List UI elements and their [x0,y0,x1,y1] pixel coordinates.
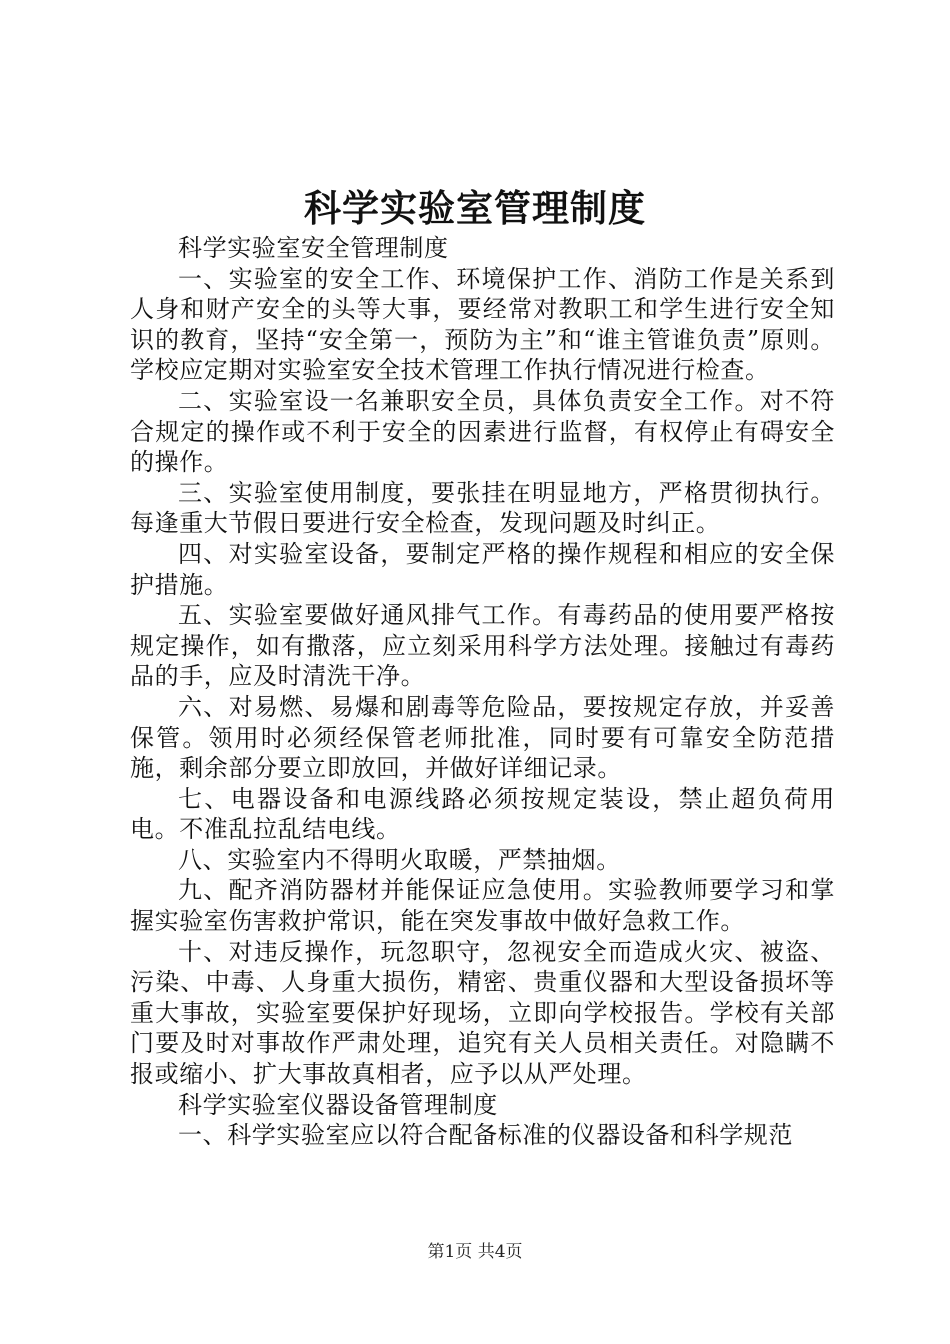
paragraph-safety-3: 三、实验室使用制度，要张挂在明显地方，严格贯彻执行。每逢重大节假日要进行安全检查，发现问题及时纠正。 [130,478,835,538]
paragraph-safety-8: 八、实验室内不得明火取暖，严禁抽烟。 [178,845,621,874]
paragraph-safety-6: 六、对易燃、易爆和剧毒等危险品，要按规定存放，并妥善保管。领用时必须经保管老师批准，同时要有可靠安全防范措施，剩余部分要立即放回，并做好详细记录。 [130,692,835,783]
paragraph-safety-4: 四、对实验室设备，要制定严格的操作规程和相应的安全保护措施。 [130,539,835,599]
document-title: 科学实验室管理制度 [304,186,646,230]
section-heading-safety: 科学实验室安全管理制度 [178,234,449,262]
section-heading-equipment: 科学实验室仪器设备管理制度 [178,1090,498,1119]
paragraph-safety-2: 二、实验室设一名兼职安全员，具体负责安全工作。对不符合规定的操作或不利于安全的因素进行监督，有权停止有碍安全的操作。 [130,386,835,477]
page-number-footer: 第1页 共4页 [427,1242,523,1262]
paragraph-safety-7: 七、电器设备和电源线路必须按规定装设，禁止超负荷用电。不准乱拉乱结电线。 [130,784,835,844]
paragraph-safety-9: 九、配齐消防器材并能保证应急使用。实验教师要学习和掌握实验室伤害救护常识，能在突发事故中做好急救工作。 [130,876,835,936]
paragraph-safety-5: 五、实验室要做好通风排气工作。有毒药品的使用要严格按规定操作，如有撒落，应立刻采用科学方法处理。接触过有毒药品的手，应及时清洗干净。 [130,601,835,691]
document-body [130,233,835,1151]
paragraph-equipment-1: 一、科学实验室应以符合配备标准的仪器设备和科学规范 [178,1121,793,1150]
paragraph-safety-1: 一、实验室的安全工作、环境保护工作、消防工作是关系到人身和财产安全的头等大事，要经常对教职工和学生进行安全知识的教育，坚持“安全第一，预防为主”和“谁主管谁负责”原则。学校应定期对实验室安全技术管理工作执行情况进行检查。 [130,264,835,385]
paragraph-safety-10: 十、对违反操作，玩忽职守，忽视安全而造成火灾、被盗、污染、中毒、人身重大损伤，精密、贵重仪器和大型设备损坏等重大事故，实验室要保护好现场，立即向学校报告。学校有关部门要及时对事故作严肃处理，追究有关人员相关责任。对隐瞒不报或缩小、扩大事故真相者，应予以从严处理。 [130,937,835,1089]
